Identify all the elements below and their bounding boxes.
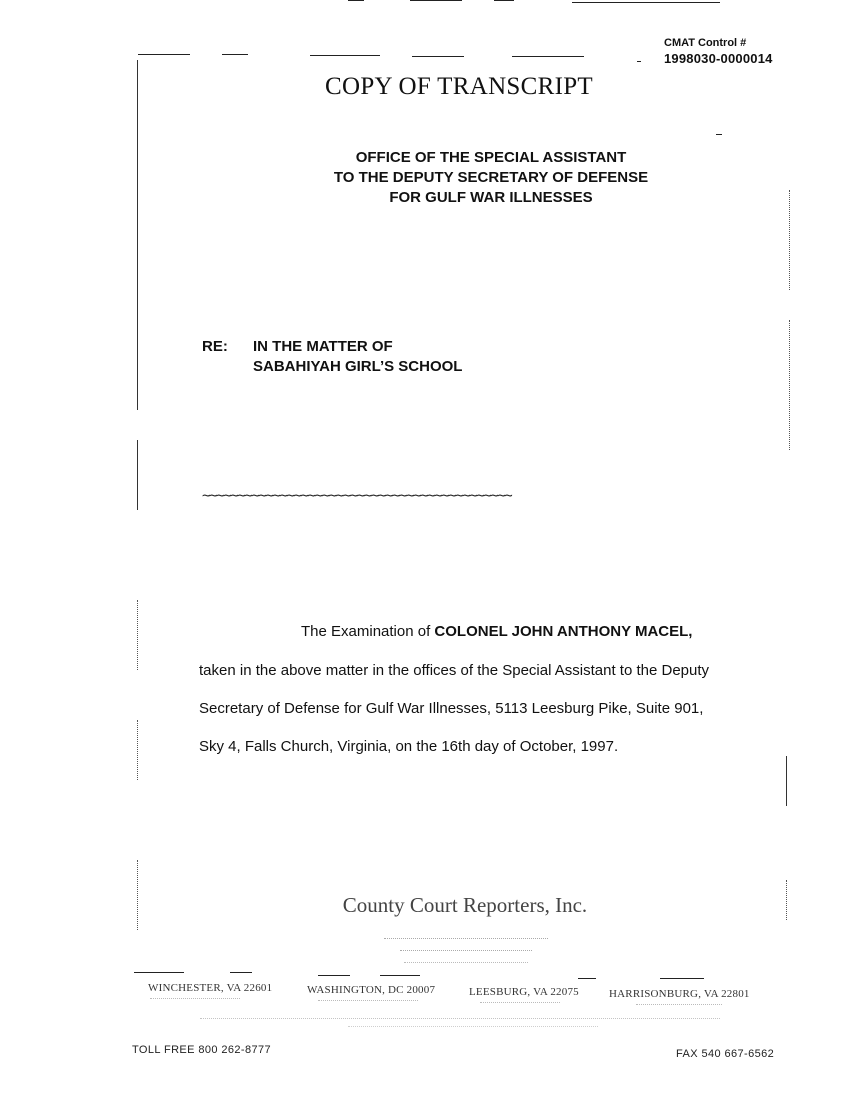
- fax-number: FAX 540 667-6562: [676, 1048, 775, 1060]
- company-name: County Court Reporters, Inc.: [342, 893, 588, 917]
- office-harrisonburg: HARRISONBURG, VA 22801: [609, 988, 750, 1000]
- scan-mark: [716, 134, 722, 135]
- scan-rule: [310, 55, 380, 56]
- left-margin-line: [137, 60, 138, 410]
- left-margin-line: [137, 720, 138, 780]
- witness-name: COLONEL JOHN ANTHONY MACEL,: [434, 623, 693, 640]
- cmat-control-number: 1998030-0000014: [664, 51, 773, 66]
- toll-free-number: TOLL FREE 800 262-8777: [132, 1044, 272, 1056]
- scan-mark: [348, 0, 364, 1]
- tilde-separator: ~~~~~~~~~~~~~~~~~~~~~~~~~~~~~~~~~~~~~~~~~~~~: [202, 488, 512, 504]
- examination-line-4: Sky 4, Falls Church, Virginia, on the 16th day of October, 1997.: [199, 738, 619, 755]
- re-matter-line-1: IN THE MATTER OF: [253, 338, 393, 355]
- examination-intro: The Examination of: [301, 623, 435, 640]
- faint-text-line: [400, 950, 532, 951]
- faint-address-line: [318, 1000, 418, 1001]
- office-line-3: FOR GULF WAR ILLNESSES: [389, 189, 593, 206]
- left-margin-line: [137, 440, 138, 510]
- faint-address-line: [636, 1004, 722, 1005]
- scan-rule: [138, 54, 190, 55]
- scan-rule: [222, 54, 248, 55]
- scan-rule: [512, 56, 584, 57]
- scan-rule: [412, 56, 464, 57]
- office-washington: WASHINGTON, DC 20007: [307, 984, 436, 996]
- examination-line-1: [301, 623, 692, 640]
- office-line-1: OFFICE OF THE SPECIAL ASSISTANT: [355, 149, 627, 166]
- office-line-2: TO THE DEPUTY SECRETARY OF DEFENSE: [333, 169, 649, 186]
- faint-text-line: [404, 962, 528, 963]
- footer-rule: [318, 975, 350, 976]
- faint-text-line: [384, 938, 548, 939]
- faint-address-line: [150, 998, 240, 999]
- footer-rule: [660, 978, 704, 979]
- office-leesburg: LEESBURG, VA 22075: [469, 986, 579, 998]
- office-heading: [0, 148, 850, 208]
- scan-mark: [494, 0, 514, 1]
- office-winchester: WINCHESTER, VA 22601: [148, 982, 273, 994]
- faint-phone-line: [200, 1018, 720, 1019]
- examination-line-2: taken in the above matter in the offices of the Special Assistant to the Deputy: [199, 662, 710, 679]
- right-margin-line: [789, 320, 790, 450]
- footer-rule: [134, 972, 184, 973]
- footer-rule: [578, 978, 596, 979]
- footer-rule: [230, 972, 252, 973]
- right-margin-line: [786, 756, 787, 806]
- scan-mark: [410, 0, 462, 1]
- cmat-control-label: CMAT Control #: [664, 37, 747, 49]
- scan-rule: [637, 61, 641, 62]
- footer-rule: [380, 975, 420, 976]
- document-title: COPY OF TRANSCRIPT: [325, 73, 593, 100]
- faint-address-line: [480, 1002, 560, 1003]
- examination-line-3: Secretary of Defense for Gulf War Illnesses, 5113 Leesburg Pike, Suite 901,: [199, 700, 704, 717]
- faint-phone-line: [348, 1026, 598, 1027]
- re-matter-line-2: SABAHIYAH GIRL’S SCHOOL: [253, 358, 463, 375]
- scan-mark: [572, 2, 720, 3]
- re-label: RE:: [202, 338, 228, 355]
- left-margin-line: [137, 600, 138, 670]
